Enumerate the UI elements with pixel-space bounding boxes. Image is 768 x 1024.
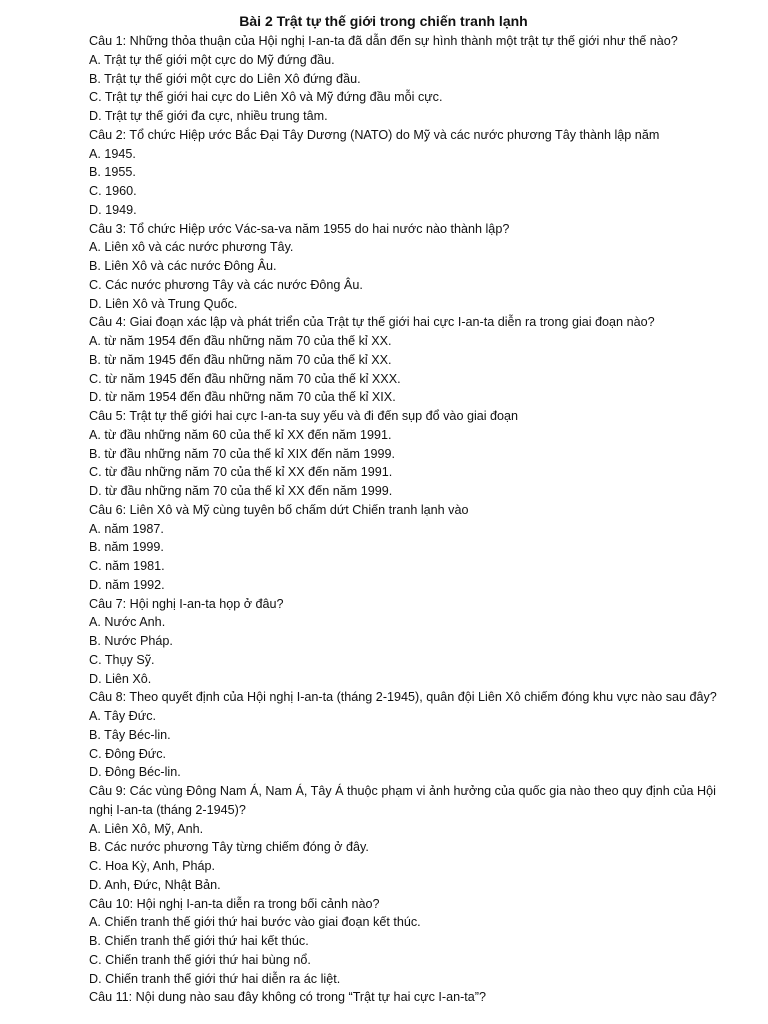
answer-option: B. 1955. <box>89 165 136 180</box>
answer-option: D. Liên Xô. <box>89 671 152 686</box>
answer-option: A. Tây Đức. <box>89 709 156 723</box>
answer-option: A. Liên Xô, Mỹ, Anh. <box>89 821 204 836</box>
question-text: Câu 10: Hội nghị I-an-ta diễn ra trong bối cảnh nào? <box>89 896 380 911</box>
answer-option: C. Hoa Kỳ, Anh, Pháp. <box>89 859 216 873</box>
answer-option: A. Liên xô và các nước phương Tây. <box>89 240 294 255</box>
answer-option: A. năm 1987. <box>89 521 164 536</box>
answer-option: B. từ đầu những năm 70 của thế kỉ XIX đến năm 1999. <box>89 446 396 461</box>
question-block <box>89 895 738 989</box>
question-block <box>89 32 738 126</box>
question-block <box>89 782 738 895</box>
answer-option: C. từ đầu những năm 70 của thế kỉ XX đến năm 1991. <box>89 465 393 480</box>
answer-option: A. Nước Anh. <box>89 615 166 630</box>
question-text: Câu 7: Hội nghị I-an-ta họp ở đâu? <box>89 596 284 611</box>
answer-option: C. năm 1981. <box>89 559 165 573</box>
answer-option: B. Nước Pháp. <box>89 634 173 648</box>
answer-option: B. Tây Béc-lin. <box>89 727 171 742</box>
answer-option: A. 1945. <box>89 146 136 161</box>
answer-option: B. năm 1999. <box>89 540 164 555</box>
answer-option: D. từ đầu những năm 70 của thế kỉ XX đến năm 1999. <box>89 484 393 498</box>
answer-option: B. từ năm 1945 đến đầu những năm 70 của thế kỉ XX. <box>89 352 392 367</box>
answer-option: C. Chiến tranh thế giới thứ hai bùng nổ. <box>89 952 311 967</box>
question-block <box>89 688 738 782</box>
question-block <box>89 220 738 314</box>
answer-option: B. Trật tự thế giới một cực do Liên Xô đứng đầu. <box>89 71 361 86</box>
question-block <box>89 988 738 1007</box>
answer-option: A. từ đầu những năm 60 của thế kỉ XX đến năm 1991. <box>89 427 392 442</box>
answer-option: B. Liên Xô và các nước Đông Âu. <box>89 259 277 273</box>
answer-option: C. Trật tự thế giới hai cực do Liên Xô và Mỹ đứng đầu mỗi cực. <box>89 90 443 105</box>
question-text: Câu 11: Nội dung nào sau đây không có trong “Trật tự hai cực I-an-ta”? <box>89 990 486 1005</box>
answer-option: A. từ năm 1954 đến đầu những năm 70 của thế kỉ XX. <box>89 334 392 348</box>
answer-option: A. Trật tự thế giới một cực do Mỹ đứng đầu. <box>89 52 335 67</box>
answer-option: C. Đông Đức. <box>89 746 167 761</box>
question-text: Câu 2: Tổ chức Hiệp ước Bắc Đại Tây Dương (NATO) do Mỹ và các nước phương Tây thành lập năm <box>89 127 660 142</box>
answer-option: D. Anh, Đức, Nhật Bản. <box>89 877 221 892</box>
question-text: Câu 1: Những thỏa thuận của Hội nghị I-an-ta đã dẫn đến sự hình thành một trật tự thế giới như thế nào? <box>89 34 678 48</box>
question-block <box>89 313 738 407</box>
question-text: Câu 9: Các vùng Đông Nam Á, Nam Á, Tây Á thuộc phạm vi ảnh hưởng của quốc gia nào theo quy định của Hội nghị I-an-ta (tháng 2-1945)? <box>89 784 716 817</box>
answer-option: D. Trật tự thế giới đa cực, nhiều trung tâm. <box>89 109 328 123</box>
question-block <box>89 595 738 689</box>
question-text: Câu 5: Trật tự thế giới hai cực I-an-ta suy yếu và đi đến sụp đổ vào giai đoạn <box>89 409 519 423</box>
question-text: Câu 3: Tổ chức Hiệp ước Vác-sa-va năm 1955 do hai nước nào thành lập? <box>89 221 510 236</box>
question-block <box>89 407 738 501</box>
answer-option: C. Các nước phương Tây và các nước Đông Âu. <box>89 277 363 292</box>
answer-option: D. Liên Xô và Trung Quốc. <box>89 296 238 311</box>
answer-option: D. Đông Béc-lin. <box>89 765 181 780</box>
answer-option: D. 1949. <box>89 202 137 217</box>
question-text: Câu 4: Giai đoạn xác lập và phát triển của Trật tự thế giới hai cực I-an-ta diễn ra trong giai đoạn nào? <box>89 315 655 330</box>
question-text: Câu 6: Liên Xô và Mỹ cùng tuyên bố chấm dứt Chiến tranh lạnh vào <box>89 502 469 517</box>
answer-option: D. Chiến tranh thế giới thứ hai diễn ra ác liệt. <box>89 971 341 986</box>
answer-option: C. từ năm 1945 đến đầu những năm 70 của thế kỉ XXX. <box>89 371 401 386</box>
answer-option: D. năm 1992. <box>89 577 165 592</box>
answer-option: C. 1960. <box>89 184 137 198</box>
answer-option: B. Chiến tranh thế giới thứ hai kết thúc. <box>89 934 309 948</box>
answer-option: C. Thụy Sỹ. <box>89 652 155 667</box>
question-list <box>89 32 738 1007</box>
question-text: Câu 8: Theo quyết định của Hội nghị I-an-ta (tháng 2-1945), quân đội Liên Xô chiếm đóng khu vực nào sau đây? <box>89 690 717 705</box>
answer-option: A. Chiến tranh thế giới thứ hai bước vào giai đoạn kết thúc. <box>89 915 421 930</box>
document-title: Bài 2 Trật tự thế giới trong chiến tranh lạnh <box>239 13 528 29</box>
question-block <box>89 501 738 595</box>
answer-option: B. Các nước phương Tây từng chiếm đóng ở đây. <box>89 840 369 855</box>
answer-option: D. từ năm 1954 đến đầu những năm 70 của thế kỉ XIX. <box>89 390 396 405</box>
question-block <box>89 126 738 220</box>
